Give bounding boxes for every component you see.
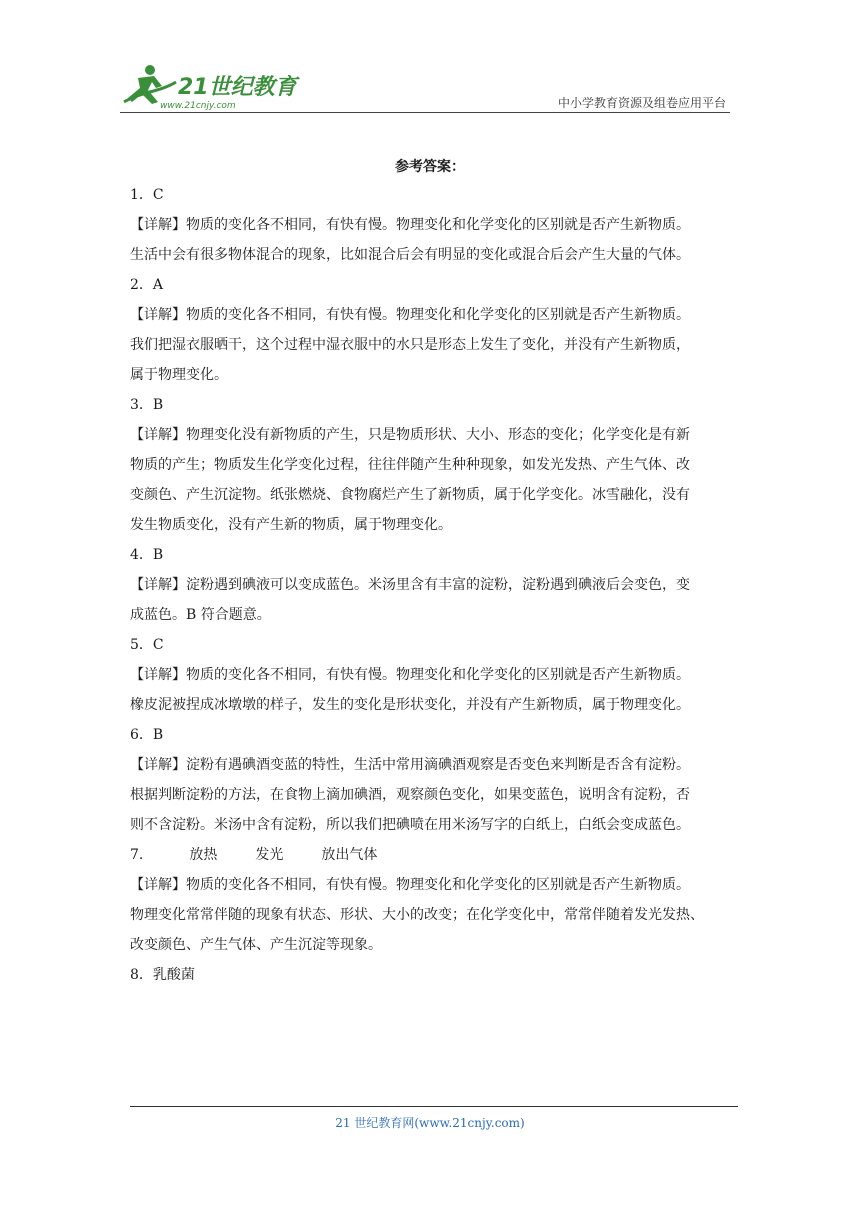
answer-number: 8．乳酸菌 bbox=[130, 967, 195, 983]
answer-line: 物质的产生；物质发生化学变化过程，往往伴随产生种种现象，如发光发热、产生气体、改 bbox=[130, 457, 690, 473]
footer-divider bbox=[130, 1106, 738, 1107]
answer-number-with-blanks bbox=[130, 840, 742, 870]
answer-line: 生活中会有很多物体混合的现象，比如混合后会有明显的变化或混合后会产生大量的气体。 bbox=[130, 247, 690, 263]
answer-line: 成蓝色。B 符合题意。 bbox=[130, 607, 271, 623]
answer-line: 【详解】物质的变化各不相同，有快有慢。物理变化和化学变化的区别就是否产生新物质。 bbox=[130, 667, 690, 683]
page-header bbox=[120, 62, 732, 118]
answer-number: 1．C bbox=[130, 187, 164, 203]
answer-line: 物理变化常常伴随的现象有状态、形状、大小的改变；在化学变化中，常常伴随着发光发热、 bbox=[130, 907, 704, 923]
answer-number: 7. bbox=[130, 847, 144, 863]
answer-line: 我们把湿衣服晒干，这个过程中湿衣服中的水只是形态上发生了变化，并没有产生新物质， bbox=[130, 337, 690, 353]
answer-number: 2．A bbox=[130, 277, 164, 293]
answer-line: 【详解】物质的变化各不相同，有快有慢。物理变化和化学变化的区别就是否产生新物质。 bbox=[130, 307, 690, 323]
logo-text: 21世纪教育 bbox=[178, 75, 297, 100]
blank-answer: 放热 bbox=[189, 847, 218, 863]
platform-text: 中小学教育资源及组卷应用平台 bbox=[557, 96, 726, 110]
answer-line: 橡皮泥被捏成冰墩墩的样子，发生的变化是形状变化，并没有产生新物质，属于物理变化。 bbox=[130, 697, 690, 713]
logo-icon bbox=[120, 62, 300, 110]
logo-url: www.21cnjy.com bbox=[160, 101, 236, 110]
blank-answer: 发光 bbox=[255, 847, 284, 863]
answer-list bbox=[130, 180, 742, 990]
answer-number: 4．B bbox=[130, 547, 164, 563]
answer-line: 发生物质变化，没有产生新的物质，属于物理变化。 bbox=[130, 517, 452, 533]
answer-line: 根据判断淀粉的方法，在食物上滴加碘酒，观察颜色变化，如果变蓝色，说明含有淀粉，否 bbox=[130, 787, 690, 803]
footer-link[interactable]: 21 世纪教育网(www.21cnjy.com) bbox=[335, 1116, 525, 1130]
answer-line: 【详解】淀粉有遇碘酒变蓝的特性，生活中常用滴碘酒观察是否变色来判断是否含有淀粉。 bbox=[130, 757, 690, 773]
answer-line: 【详解】淀粉遇到碘液可以变成蓝色。米汤里含有丰富的淀粉，淀粉遇到碘液后会变色，变 bbox=[130, 577, 690, 593]
answer-number: 6．B bbox=[130, 727, 164, 743]
answer-line: 变颜色、产生沉淀物。纸张燃烧、食物腐烂产生了新物质，属于化学变化。冰雪融化，没有 bbox=[130, 487, 690, 503]
answer-line: 属于物理变化。 bbox=[130, 367, 228, 383]
answer-number: 3．B bbox=[130, 397, 164, 413]
answer-line: 【详解】物质的变化各不相同，有快有慢。物理变化和化学变化的区别就是否产生新物质。 bbox=[130, 217, 690, 233]
page-title: 参考答案： bbox=[395, 159, 465, 175]
answer-line: 改变颜色、产生气体、产生沉淀等现象。 bbox=[130, 937, 382, 953]
answer-line: 【详解】物理变化没有新物质的产生，只是物质形状、大小、形态的变化；化学变化是有新 bbox=[130, 427, 690, 443]
answer-line: 则不含淀粉。米汤中含有淀粉，所以我们把碘喷在用米汤写字的白纸上，白纸会变成蓝色。 bbox=[130, 817, 690, 833]
answer-number: 5．C bbox=[130, 637, 164, 653]
answer-line: 【详解】物质的变化各不相同，有快有慢。物理变化和化学变化的区别就是否产生新物质。 bbox=[130, 877, 690, 893]
blank-answer: 放出气体 bbox=[321, 847, 378, 863]
header-divider bbox=[120, 112, 730, 113]
